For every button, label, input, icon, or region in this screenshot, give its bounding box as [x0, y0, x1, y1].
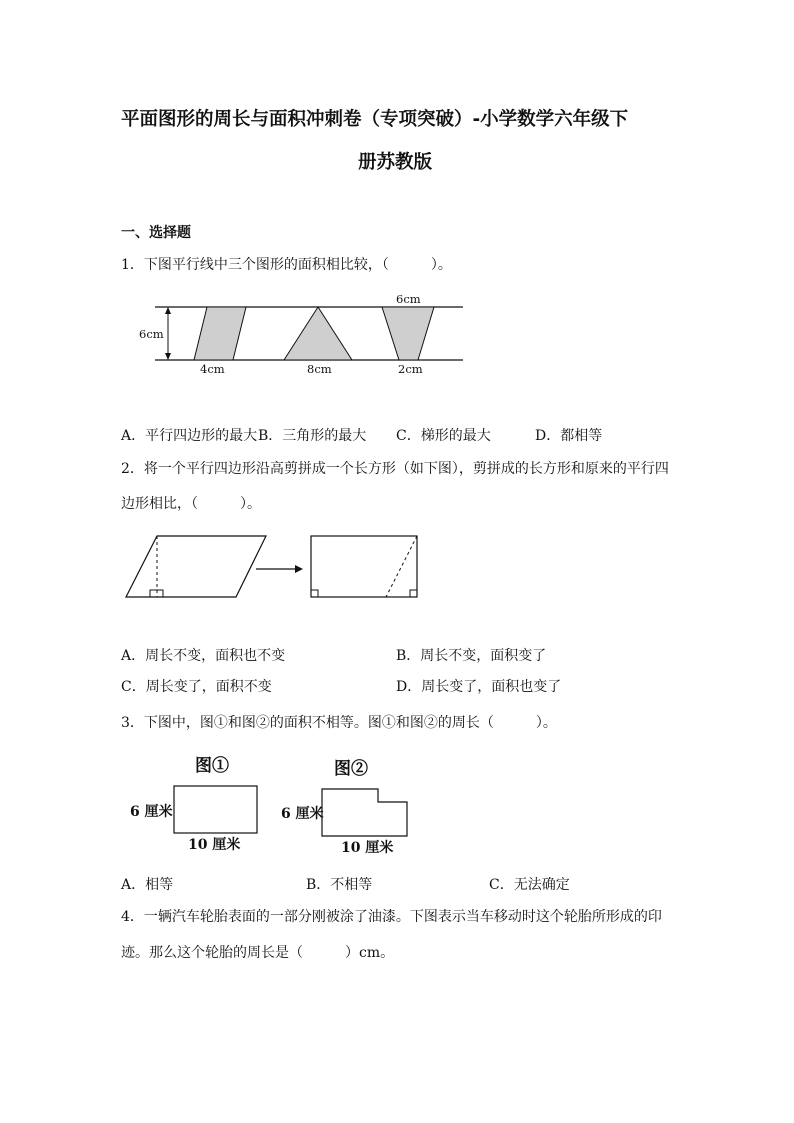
- q3-stem: 3．下图中，图①和图②的面积不相等。图①和图②的周长（ ）。: [121, 715, 557, 731]
- q3-option-b: B．不相等: [306, 877, 373, 893]
- q3-figure1-height-label: 6 厘米: [130, 804, 173, 820]
- q3-figure1-width-label: 10 厘米: [188, 837, 241, 853]
- q3-figure2-title: 图②: [334, 759, 368, 779]
- q1-triangle-base-label: 8cm: [307, 362, 332, 376]
- q1-trapezoid-bottom-label: 2cm: [398, 362, 423, 376]
- q3-figure1-rectangle: [174, 786, 257, 833]
- q3-figure2-notched-shape: [322, 789, 407, 836]
- q2-stem-line1: 2．将一个平行四边形沿高剪拼成一个长方形（如下图），剪拼成的长方形和原来的平行四: [121, 461, 669, 477]
- q3-option-a: A．相等: [121, 877, 174, 893]
- q2-stem-line2: 边形相比，（ ）。: [121, 496, 261, 512]
- q3-figure2-height-label: 6 厘米: [281, 806, 324, 822]
- q3-figure2-width-label: 10 厘米: [341, 840, 394, 856]
- q1-option-c: C．梯形的最大: [396, 428, 491, 444]
- page-title-line1: 平面图形的周长与面积冲刺卷（专项突破）-小学数学六年级下: [121, 109, 629, 130]
- q3-option-c: C．无法确定: [489, 877, 570, 893]
- q4-stem-line2: 迹。那么这个轮胎的周长是（ ）cm。: [121, 945, 395, 961]
- q2-option-a: A．周长不变，面积也不变: [121, 648, 286, 664]
- q1-parallelogram-base-label: 4cm: [200, 362, 225, 376]
- q3-figure1-title: 图①: [195, 756, 229, 776]
- q1-option-a: A．平行四边形的最大: [121, 428, 258, 444]
- q2-option-d: D．周长变了，面积也变了: [396, 679, 562, 695]
- q1-height-label: 6cm: [139, 327, 164, 341]
- q1-stem: 1．下图平行线中三个图形的面积相比较，（ ）。: [121, 257, 452, 273]
- section-heading-choice: 一、选择题: [121, 225, 191, 241]
- q1-option-d: D．都相等: [535, 428, 603, 444]
- q4-stem-line1: 4．一辆汽车轮胎表面的一部分刚被涂了油漆。下图表示当车移动时这个轮胎所形成的印: [121, 909, 662, 925]
- q2-option-b: B．周长不变，面积变了: [396, 648, 547, 664]
- page-title-line2: 册苏教版: [358, 152, 433, 173]
- q2-option-c: C．周长变了，面积不变: [121, 679, 272, 695]
- q1-trapezoid-top-label: 6cm: [396, 292, 421, 306]
- q1-option-b: B．三角形的最大: [258, 428, 367, 444]
